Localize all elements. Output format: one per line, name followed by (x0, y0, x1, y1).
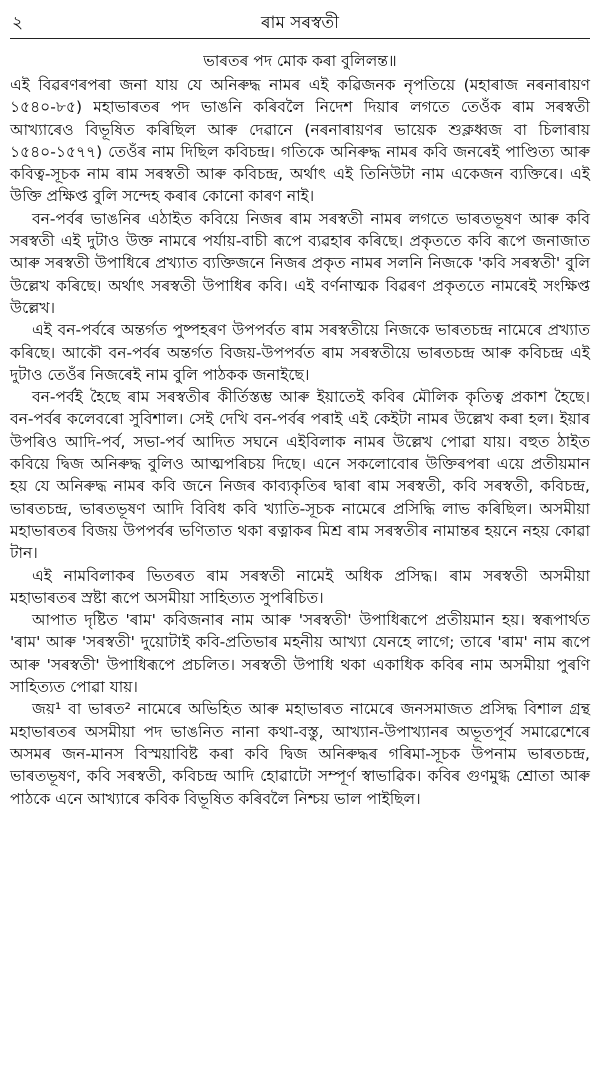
page-header (10, 6, 590, 36)
paragraph: জয়¹ বা ভাৰত² নামেৰে অভিহিত আৰু মহাভাৰত নামেৰে জনসমাজত প্ৰসিদ্ধ বিশাল গ্ৰন্থ মহাভাৰতৰ অসমীয়া পদ ভাঙনিত নানা কথা-বস্তু, আখ্যান-উপাখ্যানৰ অভূতপূৰ্ব সমাৱেশেৰে অসমৰ জন-মানস বিস্ময়াবিষ্ট কৰা কবি দ্বিজ অনিৰুদ্ধৰ গৰিমা-সূচক উপনাম ভাৰতচন্দ্ৰ, ভাৰতভূষণ, কবি সৰস্বতী, কবিচন্দ্ৰ আদি হোৱাটো সম্পূৰ্ণ স্বাভাৱিক। কবিৰ গুণমুগ্ধ শ্ৰোতা আৰু পাঠকে এনে আখ্যাৰে কবিক বিভূষিত কৰিবলৈ নিশ্চয় ভাল পাইছিল। (10, 700, 590, 808)
paragraph: বন-পৰ্বই হৈছে ৰাম সৰস্বতীৰ কীৰ্তিস্তম্ভ আৰু ইয়াতেই কবিৰ মৌলিক কৃতিত্ব প্ৰকাশ হৈছে। বন-পৰ্বৰ কলেবৰো সুবিশাল। সেই দেখি বন-পৰ্বৰ পৰাই এই কেইটা নামৰ উল্লেখ কৰা হল। ইয়াৰ উপৰিও আদি-পৰ্ব, সভা-পৰ্ব আদিত সঘনে এইবিলাক নামৰ উল্লেখ পোৱা যায়। বহুত ঠাইত কবিয়ে দ্বিজ অনিৰুদ্ধ বুলিও আত্মপৰিচয় দিছে। এনে সকলোবোৰ উক্তিৰপৰা এয়ে প্ৰতীয়মান হয় যে অনিৰুদ্ধ নামৰ কবি জনে নিজৰ কাব্যকৃতিৰ দ্বাৰা ৰাম সৰস্বতী, কবি সৰস্বতী, কবিচন্দ্ৰ, ভাৰতচন্দ্ৰ, ভাৰতভূষণ আদি বিবিধ কবি খ্যাতি-সূচক নামেৰে প্ৰসিদ্ধি লাভ কৰিছিল। অসমীয়া মহাভাৰতৰ বিজয় উপপৰ্বৰ ভণিতাত থকা ৰত্নাকৰ মিশ্ৰ ৰাম সৰস্বতীৰ নামান্তৰ হয়নে নহয় কোৱা টান। (10, 388, 590, 563)
header-divider (10, 38, 590, 39)
paragraph: এই বন-পৰ্বৰে অন্তৰ্গত পুষ্পহৰণ উপপৰ্বত ৰাম সৰস্বতীয়ে নিজকে ভাৰতচন্দ্ৰ নামেৰে প্ৰখ্যাত কৰিছে। আকৌ বন-পৰ্বৰ অন্তৰ্গত বিজয়-উপপৰ্বত ৰাম সৰস্বতীয়ে ভাৰতচন্দ্ৰ আৰু কবিচন্দ্ৰ এই দুটাও তেওঁৰ নিজৰেই নাম বুলি পাঠকক জনাইছে। (10, 321, 590, 384)
paragraph: আপাত দৃষ্টিত 'ৰাম' কবিজনাৰ নাম আৰু 'সৰস্বতী' উপাধিৰূপে প্ৰতীয়মান হয়। স্বৰূপাৰ্থত 'ৰাম' আৰু 'সৰস্বতী' দুয়োটাই কবি-প্ৰতিভাৰ মহনীয় আখ্যা যেনহে লাগে; তাৰে 'ৰাম' নাম ৰূপে আৰু 'সৰস্বতী' উপাধিৰূপে প্ৰচলিত। সৰস্বতী উপাধি থকা একাধিক কবিৰ নাম অসমীয়া পুৰণি সাহিত্যত পোৱা যায়। (10, 611, 590, 697)
body-text (10, 50, 590, 810)
verse-line: ভাৰতৰ পদ মোক কৰা বুলিলন্ত॥ (203, 52, 397, 70)
paragraph: এই বিৱৰণৰপৰা জনা যায় যে অনিৰুদ্ধ নামৰ এই কৱিজনক নৃপতিয়ে (মহাৰাজ নৰনাৰায়ণ ১৫৪০-৮৫) মহাভাৰতৰ পদ ভাঙনি কৰিবলৈ নিদেশ দিয়াৰ লগতে তেওঁক ৰাম সৰস্বতী আখ্যাৰেও বিভূষিত কৰিছিল আৰু দেৱানে (নৰনাৰায়ণৰ ভায়েক শুক্লধ্বজ বা চিলাৰায় ১৫৪০-১৫৭৭) তেওঁৰ নাম দিছিল কবিচন্দ্ৰ। গতিকে অনিৰুদ্ধ নামৰ কবি জনৰেই পাণ্ডিত্য আৰু কবিত্ব-সূচক নাম ৰাম সৰস্বতী আৰু কবিচন্দ্ৰ, অৰ্থাৎ এই তিনিউটা নাম একেজন ব্যক্তিৰে। এই উক্তি প্ৰক্ষিপ্ত বুলি সন্দেহ কৰাৰ কোনো কাৰণ নাই। (10, 76, 590, 206)
page-number: ২ (12, 13, 24, 33)
running-title: ৰাম সৰস্বতী (260, 13, 340, 33)
paragraph: এই নামবিলাকৰ ভিতৰত ৰাম সৰস্বতী নামেই অধিক প্ৰসিদ্ধ। ৰাম সৰস্বতী অসমীয়া মহাভাৰতৰ স্ৰষ্টা ৰূপে অসমীয়া সাহিত্যত সুপৰিচিত। (10, 566, 590, 607)
paragraph: বন-পৰ্বৰ ভাঙনিৰ এঠাইত কবিয়ে নিজৰ ৰাম সৰস্বতী নামৰ লগতে ভাৰতভূষণ আৰু কবি সৰস্বতী এই দুটাও উক্ত নামৰে পৰ্যায়-বাচী ৰূপে ব্যৱহাৰ কৰিছে। প্ৰকৃততে কবি ৰূপে জনাজাত আৰু সৰস্বতী উপাধিৰে প্ৰখ্যাত ব্যক্তিজনে নিজৰ প্ৰকৃত নামৰ সলনি নিজকে 'কবি সৰস্বতী' বুলি উল্লেখ কৰিছে। অৰ্থাৎ সৰস্বতী উপাধিৰ কবি। এই বৰ্ণনাত্মক বিৱৰণ প্ৰকৃততে নামৰেই সংক্ষিপ্ত উল্লেখ। (10, 209, 590, 317)
